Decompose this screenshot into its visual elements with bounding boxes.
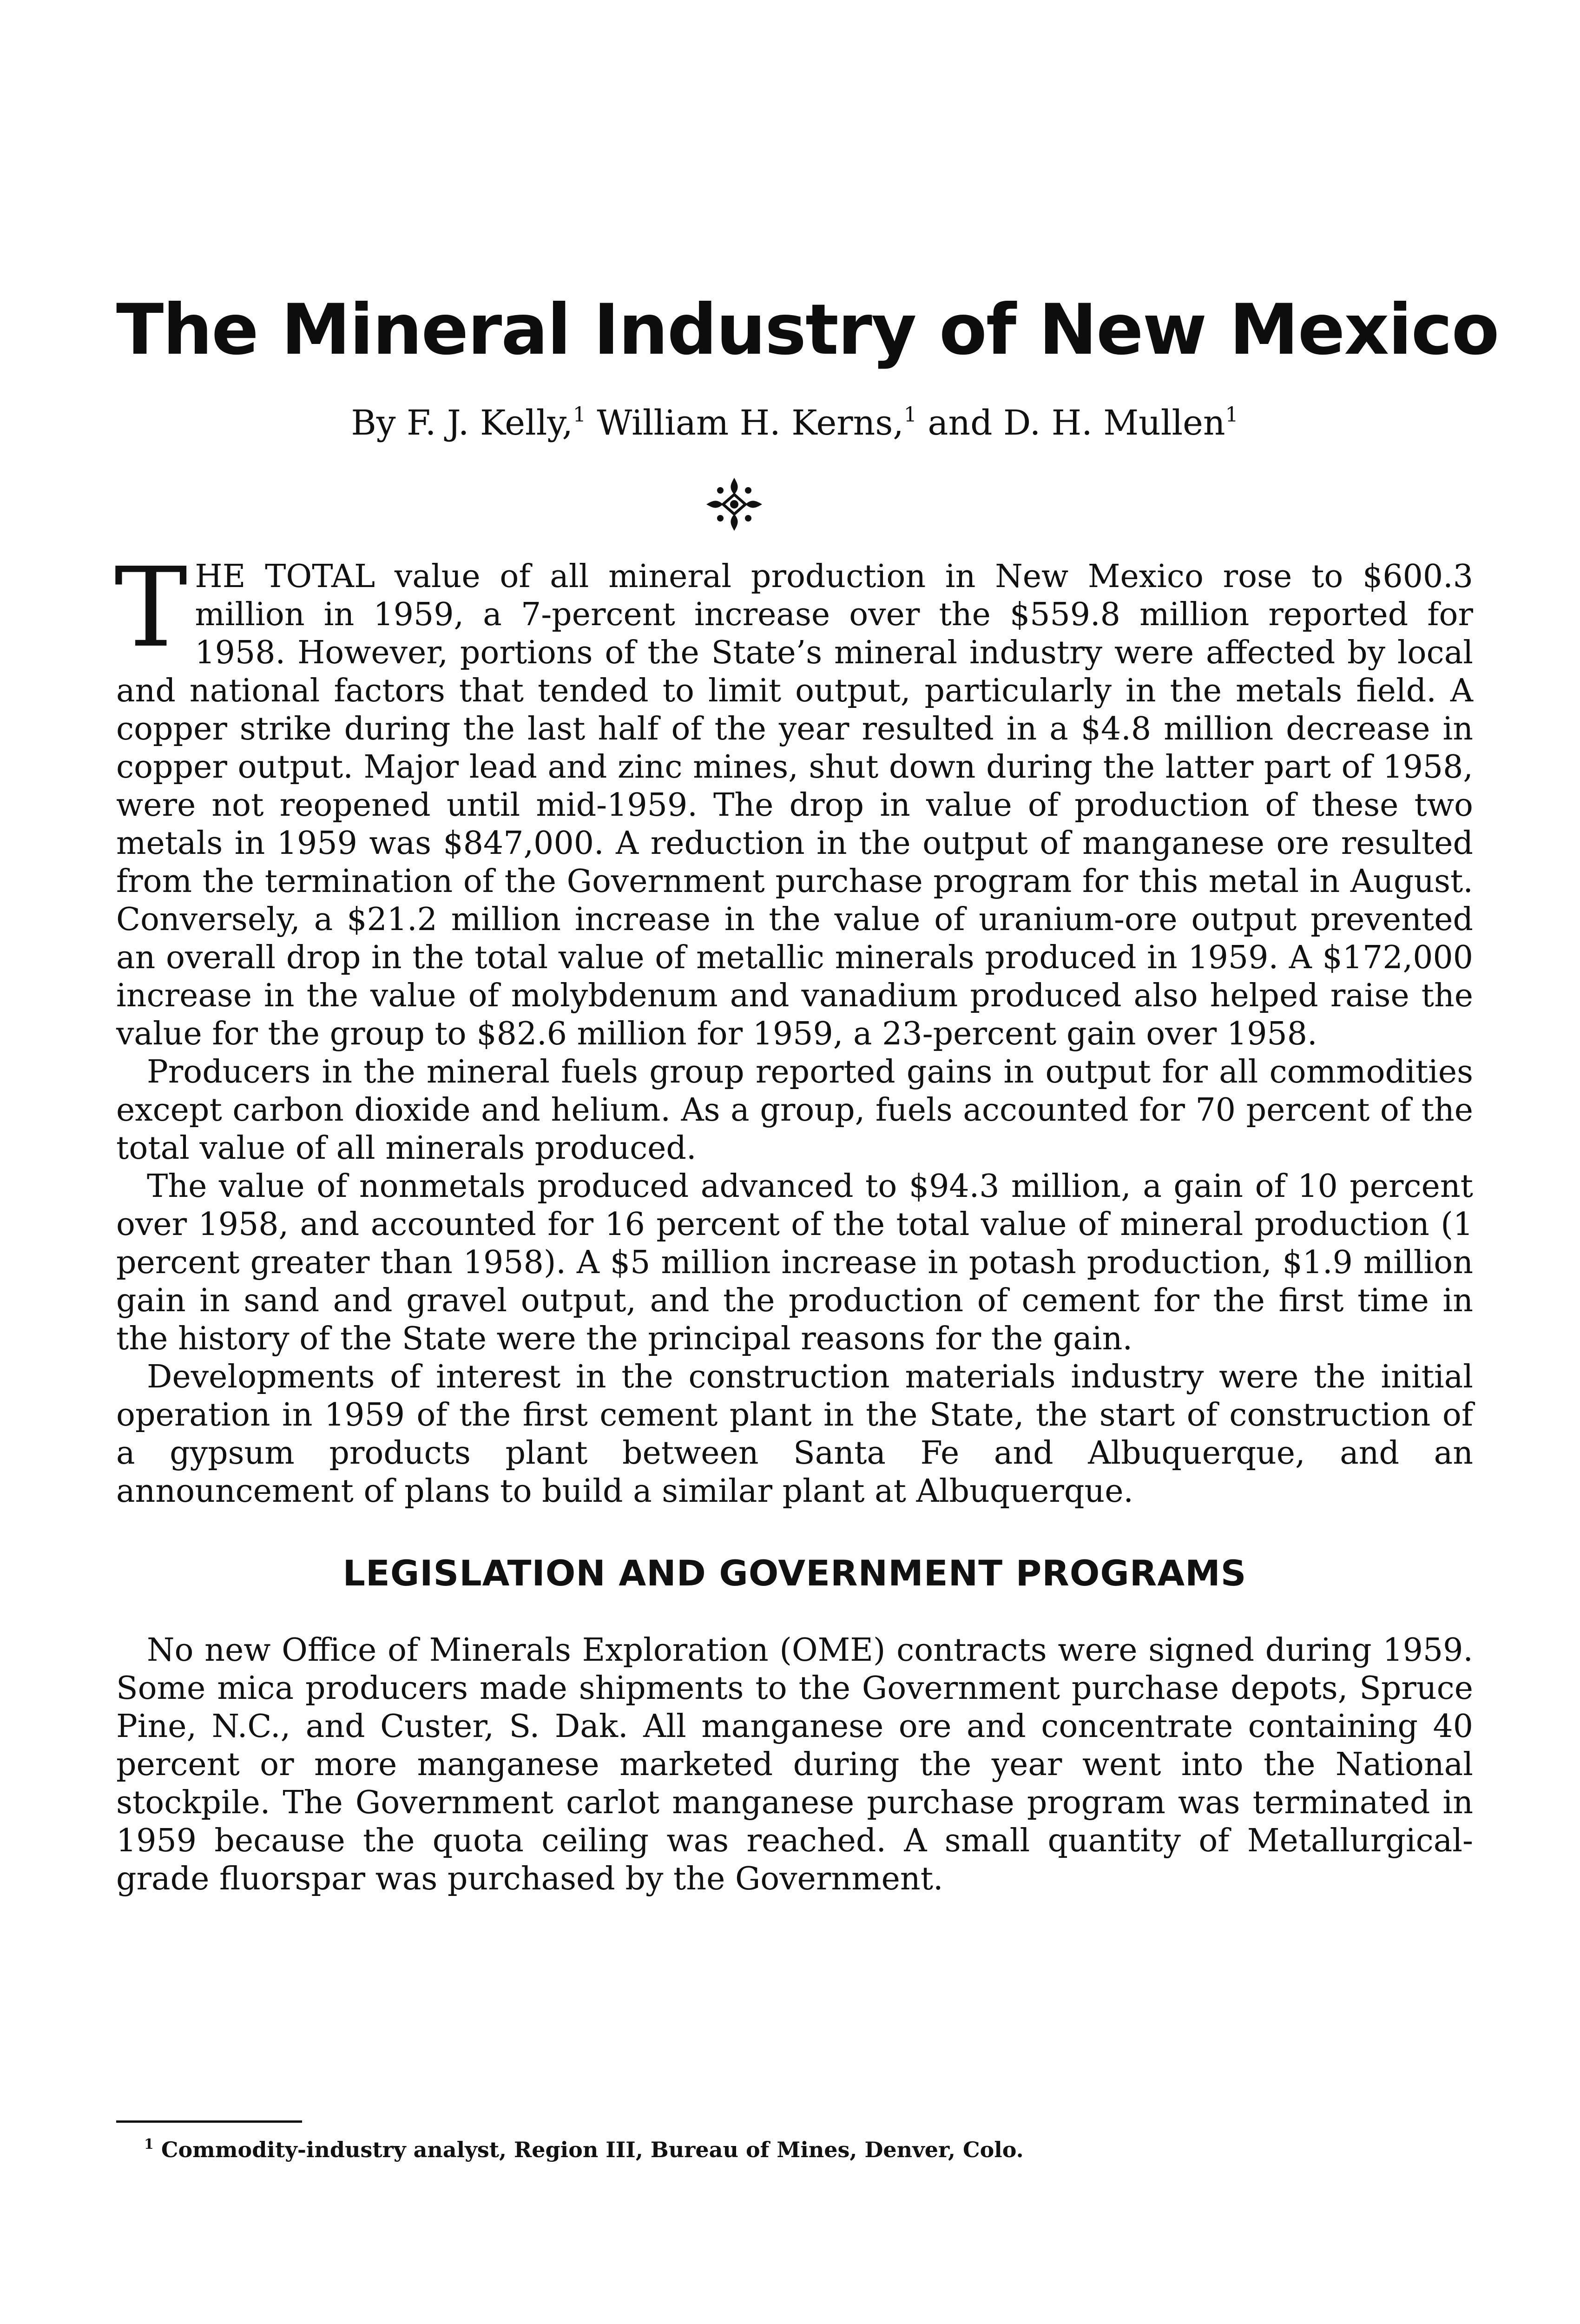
fleuron-icon <box>702 474 767 535</box>
footnote <box>144 2133 1473 2166</box>
intro-paragraph <box>114 544 1473 1053</box>
construction-paragraph: Developments of interest in the construction materials industry were the initial operation in 1959 of the first cement plant in the State, the start of construction of a gypsum products plant between Santa Fe and Albuquerque, and an announcement of plans to build a similar plant at Albuquerque. <box>116 1359 1473 1510</box>
footnote-text: Commodity-industry analyst, Region III, Bureau of Mines, Denver, Colo. <box>153 2137 1024 2162</box>
byline-author-2: William H. Kerns, <box>586 403 904 443</box>
footnote-marker: 1 <box>144 2136 154 2152</box>
footnote-divider <box>116 2120 302 2123</box>
footnote-marker: 1 <box>1225 403 1238 427</box>
fuels-paragraph: Producers in the mineral fuels group reported gains in output for all commodities except carbon dioxide and helium. As a group, fuels accounted for 70 percent of the total value of all minerals produced. <box>116 1054 1473 1167</box>
footnote-marker: 1 <box>903 403 917 427</box>
byline <box>116 400 1473 446</box>
intro-paragraph-text: HE TOTAL value of all mineral production in New Mexico rose to $600.3 million in 1959, a 7-percent increase over the $559.8 million reported for 1958. However, portions of the State’s mineral industry were affected by local and national factors that tended to limit output, particularly in the metals field. A copper strike during the last half of the year resulted in a $4.8 million decrease in copper output. Major lead and zinc mines, shut down during the latter part of 1958, were not reopened until mid-1959. The drop in value of production of these two metals in 1959 was $847,000. A reduction in the output of manganese ore resulted from the termination of the Government purchase program for this metal in August. Conversely, a $21.2 million increase in the value of uranium-ore output prevented an overall drop in the total value of metallic minerals produced in 1959. A $172,000 increase in the value of molybdenum and vanadium produced also helped raise the value for the group to $82.6 million for 1959, a 23-percent gain over 1958. <box>116 558 1473 1052</box>
footnote-marker: 1 <box>573 403 586 427</box>
page-title: The Mineral Industry of New Mexico <box>116 290 1499 370</box>
drop-cap: T <box>114 544 188 672</box>
legislation-paragraph: No new Office of Minerals Exploration (OME) contracts were signed during 1959. Some mica producers made shipments to the Government purchase depots, Spruce Pine, N.C., and Custer, S. Dak. All manganese ore and concentrate containing 40 percent or more manganese marketed during the year went into the National stockpile. The Government carlot manganese purchase program was terminated in 1959 because the quota ceiling was reached. A small quantity of Metallurgical-grade fluorspar was purchased by the Government. <box>116 1632 1473 1897</box>
section-heading: LEGISLATION AND GOVERNMENT PROGRAMS <box>342 1552 1247 1594</box>
nonmetals-paragraph: The value of nonmetals produced advanced to $94.3 million, a gain of 10 percent over 1958, and accounted for 16 percent of the total value of mineral production (1 percent greater than 1958). A $5 million increase in potash production, $1.9 million gain in sand and gravel output, and the production of cement for the first time in the history of the State were the principal reasons for the gain. <box>116 1168 1473 1357</box>
byline-author-3: and D. H. Mullen <box>916 403 1225 443</box>
byline-author-1: By F. J. Kelly, <box>351 403 573 443</box>
article-body <box>114 544 1473 1898</box>
